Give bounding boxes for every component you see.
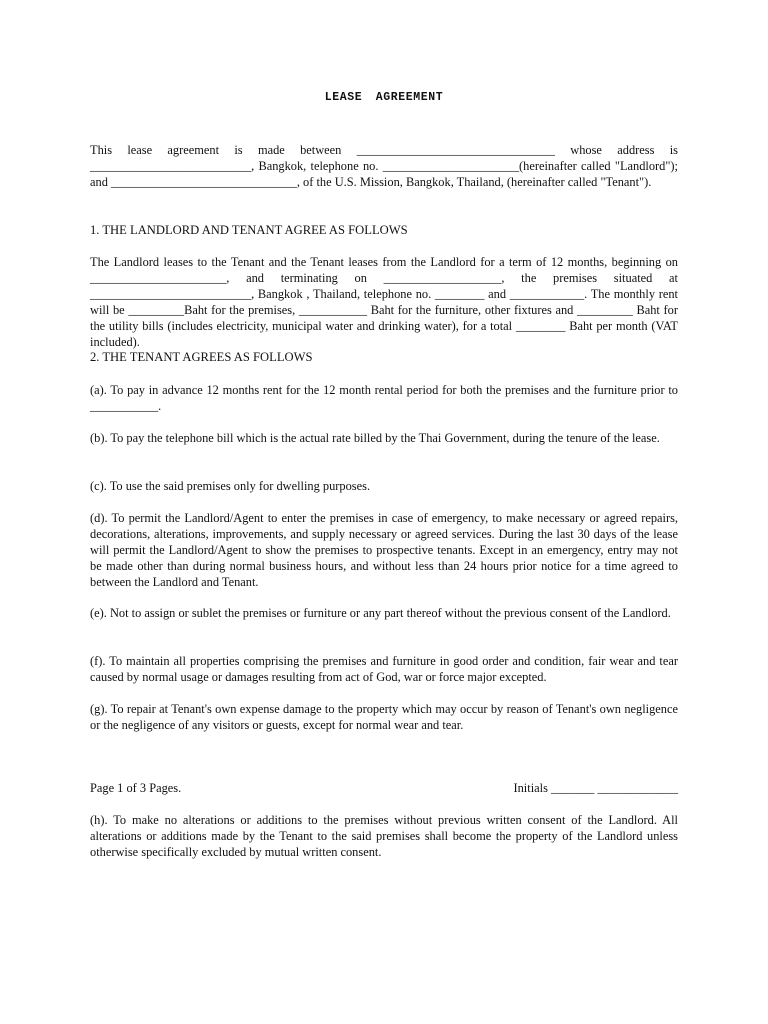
page-footer [90,780,678,796]
document-title: LEASE AGREEMENT [324,91,444,104]
section-1-heading: 1. THE LANDLORD AND TENANT AGREE AS FOLLOWS [90,223,408,237]
section-2-heading: 2. THE TENANT AGREES AS FOLLOWS [90,350,313,364]
clause-h: (h). To make no alterations or additions to the premises without previous written consent of the Landlord. All alterations or additions made by the Tenant to the said premises shall become the property of the Landlord unless otherwise specifically excluded by mutual written consent. [90,813,678,859]
initials-field: Initials _______ _____________ [513,781,678,795]
clause-a: (a). To pay in advance 12 months rent for the 12 month rental period for both the premises and the furniture prior to ___________. [90,383,678,413]
clause-f: (f). To maintain all properties comprising the premises and furniture in good order and condition, fair wear and tear caused by normal usage or damages resulting from act of God, war or force major excepted. [90,654,678,684]
document-page [90,0,678,1024]
clause-b: (b). To pay the telephone bill which is the actual rate billed by the Thai Government, during the tenure of the lease. [90,431,660,445]
clause-g: (g). To repair at Tenant's own expense damage to the property which may occur by reason of Tenant's own negligence or the negligence of any visitors or guests, except for normal wear and tear. [90,702,678,732]
intro-paragraph: This lease agreement is made between ________________________________ whose address is __________________________, Bangkok, telephone no. ______________________(hereinafter called "Landlord"); and ______________________________, of the U.S. Mission, Bangkok, Thailand, (hereinafter called "Tenant"). [90,143,678,189]
clause-d: (d). To permit the Landlord/Agent to enter the premises in case of emergency, to make necessary or agreed repairs, decorations, alterations, improvements, and supply necessary or agreed services. During the last 30 days of the lease will permit the Landlord/Agent to show the premises to prospective tenants. Except in an emergency, entry may not be made other than during normal business hours, and without less than 24 hours prior notice for a time agreed to between the Landlord and Tenant. [90,511,678,589]
clause-e: (e). Not to assign or sublet the premises or furniture or any part thereof without the previous consent of the Landlord. [90,606,671,620]
page-number: Page 1 of 3 Pages. [90,781,182,795]
clause-c: (c). To use the said premises only for dwelling purposes. [90,479,371,493]
section-1-body: The Landlord leases to the Tenant and the Tenant leases from the Landlord for a term of 12 months, beginning on ______________________, and terminating on ___________________, the premises situated at __________________________, Bangkok , Thailand, telephone no. ________ and ____________. The monthly rent will be _________Baht for the premises, ___________ Baht for the furniture, other fixtures and _________ Baht for the utility bills (includes electricity, municipal water and drinking water), for a total ________ Baht per month (VAT included). [90,255,678,349]
